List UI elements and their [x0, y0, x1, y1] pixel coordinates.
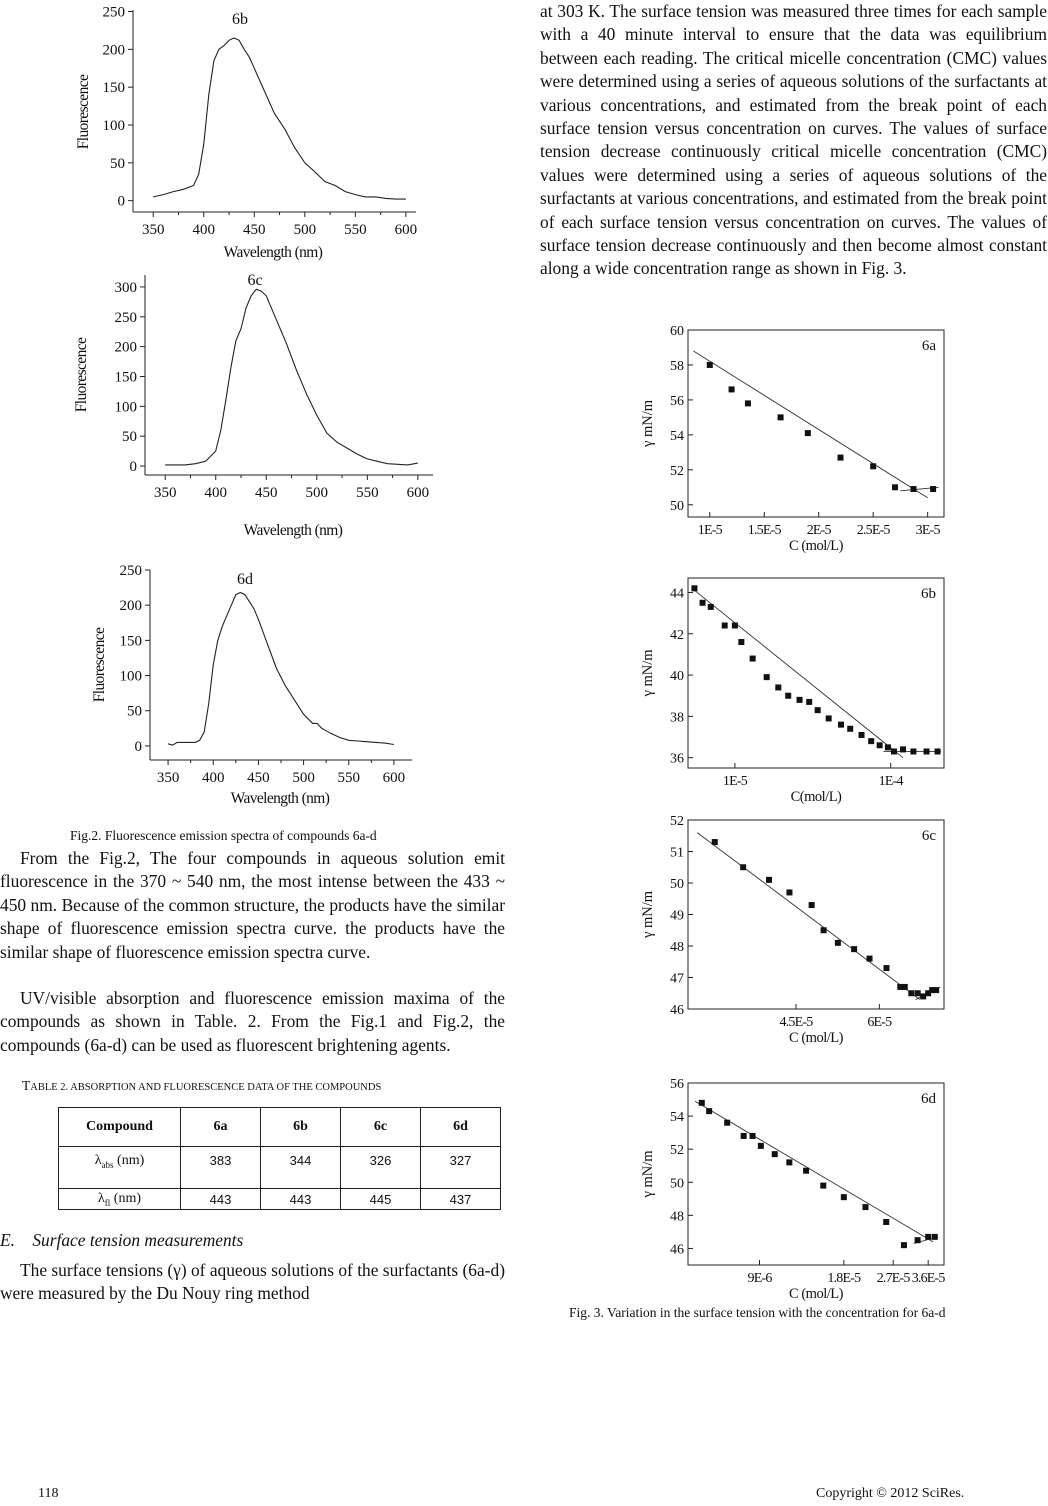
plot-frame: [688, 330, 944, 517]
data-point: [910, 486, 916, 492]
x-tick-label: 400: [204, 485, 227, 501]
y-axis-label: γ mN/m: [640, 890, 656, 939]
y-tick-label: 0: [129, 459, 137, 476]
data-point: [724, 1120, 730, 1126]
x-tick-label: 1E-5: [722, 774, 747, 789]
data-point: [707, 362, 713, 368]
y-tick-label: 50: [670, 877, 684, 892]
x-tick-label: 350: [156, 770, 180, 786]
data-point: [803, 1168, 809, 1174]
left-paragraph-3: The surface tensions (γ) of aqueous solutions of the surfactants (6a-d) were measured by the Du Nouy ring method: [0, 1260, 505, 1304]
plot-frame: [688, 1083, 944, 1265]
right-paragraph-1: at 303 K. The surface tension was measured three times for each sample with a 40 minute interval to ensure that the data was equilibrium between each reading. The critical micelle concentration (CMC) values were determined using a series of aqueous solutions of the surfactants at various concentrations, and estimated from the break point of each surface tension versus concentration on curves. The values of surface tension decrease continuously critical micelle concentration (CMC) values were determined using a series of aqueous solutions of the surfactants at various concentrations, and estimated from the break point of each surface tension versus concentration on curves. The values of surface tension decrease continuously and then become almost constant along a wide concentration range as shown in Fig. 3.: [540, 1, 1047, 279]
data-point: [933, 987, 939, 993]
x-tick-label: 600: [406, 485, 430, 501]
chart-label: 6d: [921, 1091, 936, 1107]
fig3-caption: Fig. 3. Variation in the surface tension with the concentration for 6a-d: [569, 1305, 946, 1320]
data-point: [838, 722, 844, 728]
data-point: [885, 744, 891, 750]
table-row: [59, 1147, 501, 1189]
data-point: [766, 877, 772, 883]
y-tick-label: 38: [670, 710, 684, 726]
fluorescence-chart-6b: [60, 0, 460, 265]
table-cell: 327: [420, 1147, 500, 1189]
y-tick-label: 200: [102, 42, 125, 59]
y-tick-label: 44: [670, 586, 684, 602]
data-point: [712, 839, 718, 845]
y-tick-label: 50: [670, 1176, 684, 1192]
surface-tension-chart-6d: [630, 1075, 960, 1302]
data-point: [892, 484, 898, 490]
x-axis-label: C (mol/L): [789, 538, 843, 554]
surface-tension-chart-6c: [630, 812, 960, 1057]
x-tick-label: 2E-5: [806, 523, 831, 538]
data-point: [706, 1108, 712, 1114]
data-point: [745, 400, 751, 406]
table2-title-part2: BSORPTION AND FLUORESCENCE DATA OF THE COMPOUNDS: [77, 1082, 382, 1093]
y-tick-label: 150: [119, 633, 142, 650]
y-tick-label: 48: [670, 940, 684, 955]
x-tick-label: 3E-5: [915, 523, 940, 538]
data-point: [838, 455, 844, 461]
x-axis-label: Wavelength (nm): [243, 522, 343, 539]
data-point: [891, 748, 897, 754]
x-tick-label: 350: [153, 485, 177, 501]
y-tick-label: 54: [670, 1110, 684, 1126]
y-tick-label: 36: [670, 751, 684, 767]
data-point: [932, 1234, 938, 1240]
y-tick-label: 52: [670, 814, 684, 829]
y-tick-label: 250: [102, 4, 125, 21]
data-point: [924, 748, 930, 754]
data-point: [925, 1234, 931, 1240]
x-axis-label: Wavelength (nm): [230, 790, 330, 807]
data-point: [915, 990, 921, 996]
y-tick-label: 46: [670, 1242, 684, 1258]
table-cell: 443: [181, 1189, 261, 1210]
fit-line: [697, 833, 920, 1000]
section-heading: E. Surface tension measurements: [0, 1230, 244, 1250]
chart-label: 6a: [921, 338, 936, 354]
data-point: [785, 693, 791, 699]
data-point: [691, 585, 697, 591]
data-point: [750, 656, 756, 662]
y-tick-label: 40: [670, 669, 684, 685]
data-point: [764, 674, 770, 680]
spectrum-line: [153, 38, 406, 199]
data-point: [870, 463, 876, 469]
data-point: [699, 1100, 705, 1106]
y-tick-label: 100: [114, 399, 137, 416]
table2-title-t: T: [22, 1078, 31, 1093]
table2-title-part1: ABLE 2. A: [30, 1082, 78, 1093]
chart-label: 6b: [921, 586, 936, 602]
x-axis-label: C (mol/L): [789, 1286, 843, 1302]
data-point: [805, 430, 811, 436]
data-point: [851, 946, 857, 952]
left-paragraph-2: UV/visible absorption and fluorescence emission maxima of the compounds as shown in Table. 2. From the Fig.1 and Fig.2, the compounds (6a-d) can be used as fluorescent brightening agents.: [0, 988, 505, 1055]
x-axis-label: Wavelength (nm): [223, 244, 323, 261]
plot-frame: [688, 578, 944, 768]
data-point: [841, 1194, 847, 1200]
spectrum-line: [165, 289, 418, 465]
data-point: [809, 902, 815, 908]
fig2-caption: Fig.2. Fluorescence emission spectra of compounds 6a-d: [70, 828, 377, 843]
x-tick-label: 450: [243, 222, 266, 238]
left-paragraph-1: From the Fig.2, The four compounds in aqueous solution emit fluorescence in the 370 ~ 540 nm, the most intense between the 433 ~ 450 nm. Because of the common structure, the products have the similar shape of fluorescence emission spectra curve. the products have the similar shape of fluorescence emission spectra curve.: [0, 848, 505, 962]
table-row-label: $\lambda_{abs}$ (nm): [59, 1147, 181, 1189]
x-tick-label: 4.5E-5: [779, 1015, 813, 1030]
table-cell: 445: [341, 1189, 421, 1210]
y-tick-label: 200: [119, 598, 142, 615]
x-tick-label: 450: [255, 485, 278, 501]
x-tick-label: 400: [201, 770, 225, 786]
x-axis-label: C(mol/L): [790, 789, 842, 805]
y-tick-label: 52: [670, 1143, 684, 1159]
fluorescence-chart-6d: [60, 560, 460, 815]
data-point: [815, 707, 821, 713]
data-point: [908, 990, 914, 996]
data-point: [741, 1133, 747, 1139]
data-point: [877, 742, 883, 748]
x-tick-label: 3.6E-5: [911, 1271, 945, 1286]
table-header-cell: 6d: [420, 1108, 500, 1147]
chart-label: 6d: [237, 571, 253, 588]
table-cell: 344: [261, 1147, 341, 1189]
data-point: [930, 486, 936, 492]
data-point: [797, 697, 803, 703]
table-cell: 326: [341, 1147, 421, 1189]
page-number: 118: [38, 1486, 59, 1501]
y-tick-label: 56: [670, 1077, 684, 1092]
copyright: Copyright © 2012 SciRes.: [816, 1486, 965, 1501]
y-axis-label: γ mN/m: [640, 1150, 656, 1198]
y-tick-label: 150: [114, 369, 137, 386]
data-point: [859, 732, 865, 738]
table-header-cell: 6c: [341, 1108, 421, 1147]
y-axis-label: γ mN/m: [640, 649, 656, 697]
data-point: [729, 386, 735, 392]
y-axis-label: Fluorescence: [75, 74, 92, 150]
fit-line: [695, 1101, 933, 1242]
x-tick-label: 9E-6: [747, 1271, 772, 1286]
x-tick-label: 2.7E-5: [876, 1271, 910, 1286]
chart-label: 6b: [232, 11, 248, 28]
data-point: [910, 748, 916, 754]
data-point: [900, 746, 906, 752]
y-tick-label: 200: [114, 339, 137, 356]
plot-frame: [688, 820, 944, 1009]
chart-label: 6c: [247, 272, 263, 289]
chart-label: 6c: [921, 828, 936, 844]
x-tick-label: 550: [356, 485, 379, 501]
x-tick-label: 500: [293, 222, 317, 238]
data-point: [700, 600, 706, 606]
fluorescence-chart-6c: [60, 265, 460, 545]
y-tick-label: 100: [119, 668, 142, 685]
fit-line: [692, 588, 903, 757]
table-header-cell: 6a: [181, 1108, 261, 1147]
x-tick-label: 550: [337, 770, 361, 786]
spectrum-line: [168, 593, 394, 746]
data-point: [732, 623, 738, 629]
y-tick-label: 46: [670, 1003, 684, 1018]
y-tick-label: 250: [119, 563, 142, 579]
y-tick-label: 50: [127, 703, 142, 720]
x-axis-label: C (mol/L): [789, 1030, 843, 1046]
data-point: [786, 1159, 792, 1165]
y-tick-label: 47: [670, 971, 684, 987]
table-cell: 443: [261, 1189, 341, 1210]
data-point: [740, 864, 746, 870]
x-tick-label: 1.8E-5: [827, 1271, 861, 1286]
x-tick-label: 400: [192, 222, 215, 238]
y-tick-label: 50: [670, 498, 684, 514]
y-tick-label: 58: [670, 358, 684, 374]
x-tick-label: 500: [305, 485, 329, 501]
data-point: [820, 1183, 826, 1189]
data-point: [786, 889, 792, 895]
y-axis-label: Fluorescence: [73, 337, 90, 413]
table-cell: 383: [181, 1147, 261, 1189]
x-tick-label: 500: [292, 770, 315, 786]
table-header-row: [59, 1108, 501, 1147]
x-tick-label: 550: [344, 222, 367, 238]
data-point: [722, 623, 728, 629]
data-point: [935, 748, 941, 754]
data-point: [738, 639, 744, 645]
data-point: [862, 1204, 868, 1210]
y-tick-label: 52: [670, 463, 684, 479]
data-point: [868, 738, 874, 744]
table-row-label: $\lambda_{fl}$ (nm): [59, 1189, 181, 1210]
table2: [58, 1107, 501, 1210]
x-tick-label: 1.5E-5: [747, 523, 781, 538]
x-tick-label: 1E-4: [878, 774, 903, 789]
x-tick-label: 2.5E-5: [856, 523, 890, 538]
y-tick-label: 56: [670, 393, 684, 409]
data-point: [775, 684, 781, 690]
data-point: [708, 604, 714, 610]
y-tick-label: 0: [117, 193, 125, 210]
data-point: [772, 1151, 778, 1157]
x-tick-label: 600: [382, 770, 406, 786]
y-tick-label: 150: [102, 80, 125, 97]
surface-tension-chart-6a: [630, 322, 960, 567]
table-cell: 437: [420, 1189, 500, 1210]
fit-line: [693, 351, 927, 498]
y-tick-label: 0: [134, 738, 142, 755]
x-tick-label: 600: [394, 222, 418, 238]
y-tick-label: 60: [670, 324, 684, 339]
x-tick-label: 350: [141, 222, 165, 238]
data-point: [902, 984, 908, 990]
x-tick-label: 1E-5: [697, 523, 722, 538]
y-tick-label: 300: [114, 279, 137, 296]
y-tick-label: 100: [102, 117, 125, 134]
data-point: [835, 940, 841, 946]
data-point: [806, 699, 812, 705]
y-tick-label: 51: [670, 845, 684, 861]
data-point: [915, 1237, 921, 1243]
surface-tension-chart-6b: [630, 570, 960, 810]
table-header-cell: 6b: [261, 1108, 341, 1147]
y-axis-label: Fluorescence: [91, 627, 108, 703]
y-axis-label: γ mN/m: [640, 399, 656, 448]
data-point: [821, 927, 827, 933]
y-tick-label: 54: [670, 428, 684, 444]
data-point: [867, 956, 873, 962]
table-header-cell: Compound: [59, 1108, 181, 1147]
y-tick-label: 250: [114, 309, 137, 326]
data-point: [901, 1242, 907, 1248]
x-tick-label: 6E-5: [867, 1015, 892, 1030]
data-point: [883, 965, 889, 971]
data-point: [758, 1143, 764, 1149]
y-tick-label: 50: [110, 155, 125, 172]
data-point: [778, 414, 784, 420]
y-tick-label: 50: [122, 429, 137, 446]
data-point: [750, 1133, 756, 1139]
data-point: [826, 715, 832, 721]
data-point: [847, 726, 853, 732]
x-tick-label: 450: [247, 770, 270, 786]
table-row: [59, 1189, 501, 1210]
y-tick-label: 49: [670, 908, 684, 924]
y-tick-label: 42: [670, 627, 684, 643]
table2-title: [22, 1078, 381, 1094]
data-point: [883, 1219, 889, 1225]
y-tick-label: 48: [670, 1209, 684, 1225]
